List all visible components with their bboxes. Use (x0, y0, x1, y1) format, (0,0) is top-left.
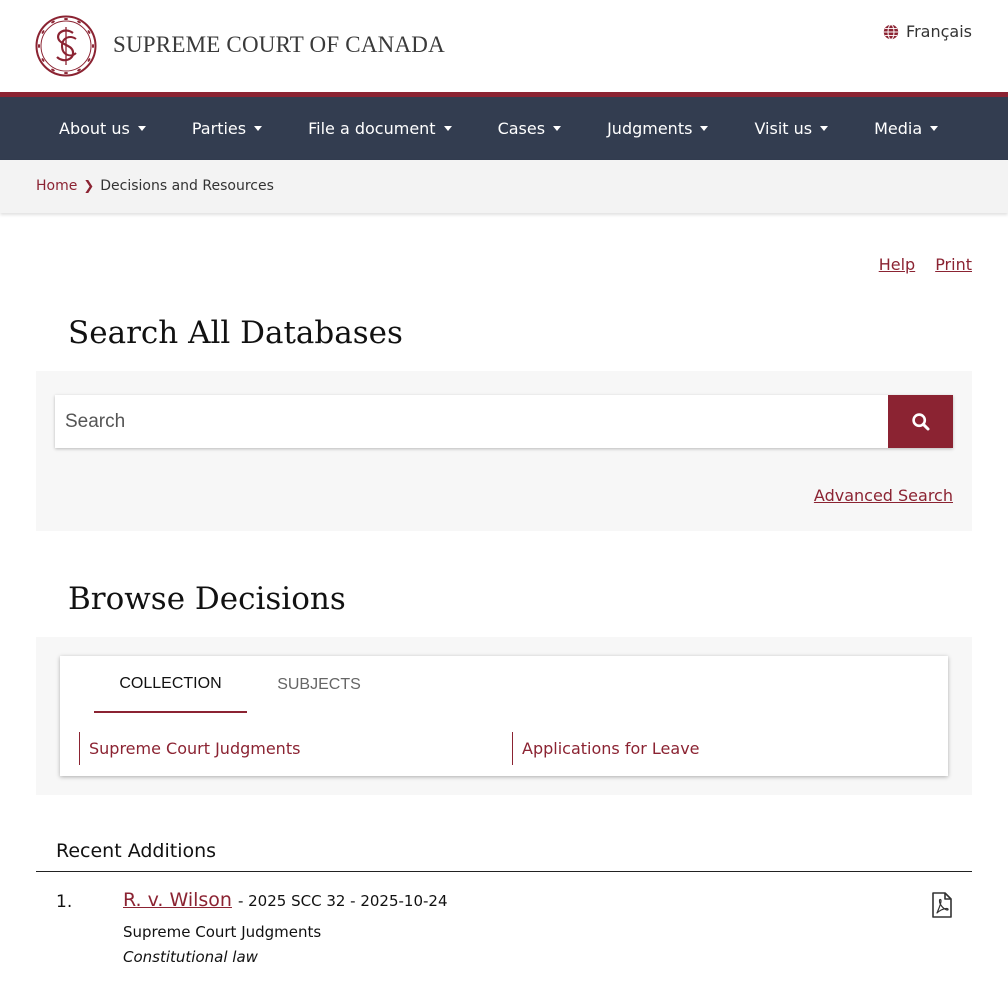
site-title: SUPREME COURT OF CANADA (113, 32, 445, 57)
nav-item-parties[interactable] (192, 119, 262, 138)
nav-item-label: Media (874, 119, 923, 138)
court-logo[interactable] (35, 15, 97, 77)
search-panel (36, 371, 972, 531)
nav-item-label: Judgments (607, 119, 693, 138)
case-citation: - 2025 SCC 32 - 2025-10-24 (237, 892, 448, 910)
advanced-search-link[interactable]: Advanced Search (813, 486, 953, 505)
language-toggle[interactable] (883, 22, 972, 41)
tab-collection[interactable]: COLLECTION (94, 656, 247, 713)
nav-item-label: Parties (191, 119, 247, 138)
pdf-download-link[interactable] (931, 892, 953, 922)
item-title-line (123, 889, 448, 911)
breadcrumb (0, 160, 1008, 213)
nav-item-visit-us[interactable] (754, 119, 828, 138)
print-link[interactable]: Print (935, 255, 972, 274)
case-collection: Supreme Court Judgments (123, 923, 322, 941)
nav-item-media[interactable] (874, 119, 938, 138)
divider (36, 871, 972, 872)
utility-links (879, 255, 972, 274)
browse-card (60, 656, 948, 776)
caret-down-icon (444, 126, 452, 131)
collection-link-applications-for-leave[interactable]: Applications for Leave (512, 732, 700, 765)
caret-down-icon (138, 126, 146, 131)
search-heading: Search All Databases (68, 315, 403, 351)
browse-heading: Browse Decisions (68, 581, 346, 617)
nav-item-about-us[interactable] (59, 119, 146, 138)
court-seal-icon (35, 15, 97, 77)
globe-icon (883, 24, 899, 40)
nav-item-cases[interactable] (498, 119, 562, 138)
case-subject: Constitutional law (123, 948, 258, 966)
nav-item-label: File a document (308, 119, 436, 138)
search-bar (55, 395, 953, 448)
nav-item-label: Visit us (754, 119, 813, 138)
browse-panel (36, 637, 972, 795)
help-link[interactable]: Help (878, 255, 916, 274)
caret-down-icon (820, 126, 828, 131)
search-icon (911, 412, 931, 432)
nav-item-label: About us (59, 119, 130, 138)
search-button[interactable] (888, 395, 953, 448)
site-header (0, 0, 1008, 92)
case-title-link[interactable]: R. v. Wilson (123, 889, 232, 911)
nav-item-judgments[interactable] (607, 119, 708, 138)
caret-down-icon (254, 126, 262, 131)
breadcrumb-current: Decisions and Resources (100, 178, 274, 194)
chevron-right-icon: ❯ (83, 178, 95, 194)
recent-additions-heading: Recent Additions (56, 840, 217, 862)
caret-down-icon (930, 126, 938, 131)
item-number: 1. (56, 892, 73, 912)
nav-item-label: Cases (497, 119, 546, 138)
caret-down-icon (553, 126, 561, 131)
collection-link-supreme-court-judgments[interactable]: Supreme Court Judgments (79, 732, 300, 765)
caret-down-icon (700, 126, 708, 131)
search-input[interactable] (55, 395, 888, 448)
main-nav (0, 92, 1008, 160)
breadcrumb-home-link[interactable]: Home (36, 178, 78, 194)
nav-item-file-a-document[interactable] (308, 119, 451, 138)
language-label: Français (906, 22, 972, 41)
browse-tabs (94, 656, 391, 713)
tab-subjects[interactable]: SUBJECTS (277, 675, 361, 693)
pdf-icon (931, 892, 953, 918)
